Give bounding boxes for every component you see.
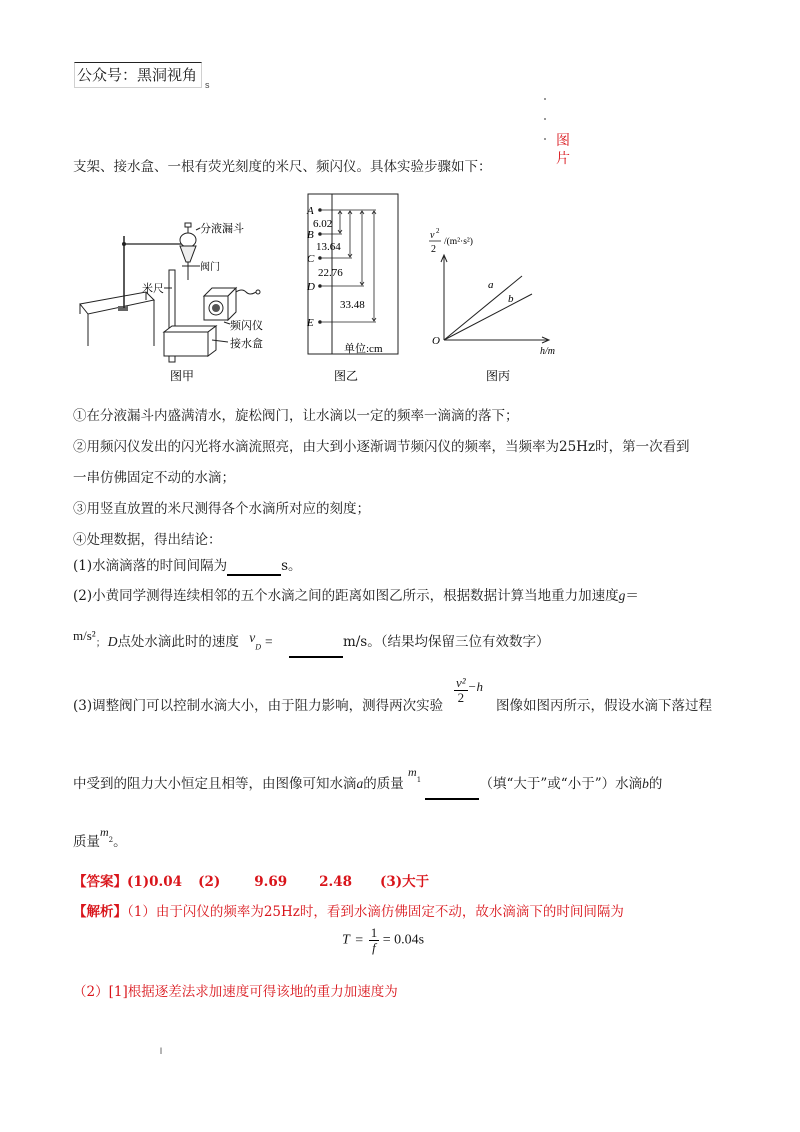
figure-bing [424, 222, 570, 388]
margin-dot [544, 138, 546, 140]
dist-ab: 6.02 [313, 218, 333, 230]
analysis-tag: 【解析】 [73, 904, 127, 920]
margin-note-char-cut: 片 [556, 151, 570, 167]
stray-mark: s [205, 80, 210, 90]
question-3-line2: 中受到的阻力大小恒定且相等，由图像可知水滴a的质量 $m_1$ （填“大于”或“小于”）水滴b的 [73, 774, 662, 800]
point-c: C [307, 253, 315, 265]
dist-ac: 13.64 [316, 241, 341, 253]
intro-line: 支架、接水盒、一根有荧光刻度的米尺、频闪仪。具体实验步骤如下： [73, 159, 492, 175]
margin-note-char: 图 [556, 133, 570, 149]
label-strobe: 频闪仪 [230, 320, 263, 332]
answer-blank-2[interactable] [289, 640, 343, 658]
margin-dot [544, 118, 546, 120]
caption-bing: 图丙 [486, 369, 511, 383]
question-1: (1)水滴滴落的时间间隔为 s。 [73, 558, 302, 574]
caption-jia: 图甲 [170, 369, 195, 383]
question-2-line1: (2)小黄同学测得连续相邻的五个水滴之间的距离如图乙所示，根据数据计算当地重力加速度g＝ [73, 588, 639, 604]
answer-blank-3[interactable] [425, 782, 479, 800]
question-3-line1-suffix: 图像如图丙所示，假设水滴下落过程 [496, 698, 712, 714]
dist-ae: 33.48 [340, 299, 365, 311]
x-label: h/m [540, 346, 555, 357]
point-d: D [307, 281, 315, 293]
dist-ad: 22.76 [318, 267, 343, 279]
answer-blank-1[interactable] [227, 558, 281, 576]
question-3-line3: 质量$m_2$。 [73, 825, 127, 850]
label-box: 接水盒 [230, 338, 263, 350]
point-e: E [307, 317, 314, 329]
margin-dot [544, 98, 546, 100]
y-label-exp: 2 [436, 227, 440, 235]
fraction-v2-over-2: $\frac{\text{v²}}{2}$ $^{-h}$ [456, 675, 483, 705]
analysis-line2: （2）[1]根据逐差法求加速度可得该地的重力加速度为 [73, 984, 398, 1000]
step-3: ③用竖直放置的米尺测得各个水滴所对应的刻度； [73, 501, 370, 517]
line-b-label: b [508, 293, 514, 305]
unit-label: 单位:cm [344, 343, 383, 355]
caption-yi: 图乙 [334, 369, 359, 383]
account-header: 公众号：黑洞视角 [74, 62, 202, 88]
y-label-den: 2 [431, 244, 436, 255]
question-3-line1: (3)调整阀门可以控制水滴大小，由于阻力影响，测得两次实验 [73, 698, 444, 714]
label-funnel: 分液漏斗 [200, 223, 244, 235]
question-2-line2: m/s²； D点处水滴此时的速度 $v_D = m/s$。（结果均保留三位有效数字） [73, 632, 549, 658]
answer-line: 【答案】(1)0.04 (2) 9.69 2.48 (3)大于 [73, 874, 430, 890]
point-b: B [307, 229, 314, 241]
figure-yi [300, 192, 412, 388]
y-label-num: v [430, 230, 435, 241]
origin-label: O [432, 335, 440, 347]
label-valve: 阀门 [200, 262, 220, 273]
figure-jia [76, 196, 298, 388]
point-a: A [307, 205, 314, 217]
formula-period: T = $\frac{1}{f}$ = 0.04s [342, 925, 425, 955]
analysis-line1: 【解析】（1）由于闪仪的频率为25Hz时，看到水滴仿佛固定不动，故水滴滴下的时间间隔为 [73, 904, 624, 920]
label-ruler: 米尺 [142, 283, 164, 295]
answer-tag: 【答案】 [73, 874, 127, 890]
footer-mark: l [160, 1046, 162, 1056]
step-1: ①在分液漏斗内盛满清水，旋松阀门，让水滴以一定的频率一滴滴的落下； [73, 408, 519, 424]
step-4: ④处理数据，得出结论： [73, 532, 222, 548]
step-2: ②用频闪仪发出的闪光将水滴流照亮，由大到小逐渐调节频闪仪的频率，当频率为25Hz时，第一次看到 [73, 439, 690, 455]
step-2-cont: 一串仿佛固定不动的水滴； [73, 470, 235, 486]
y-unit: /(m²·s²) [444, 237, 473, 247]
line-a-label: a [488, 279, 494, 291]
